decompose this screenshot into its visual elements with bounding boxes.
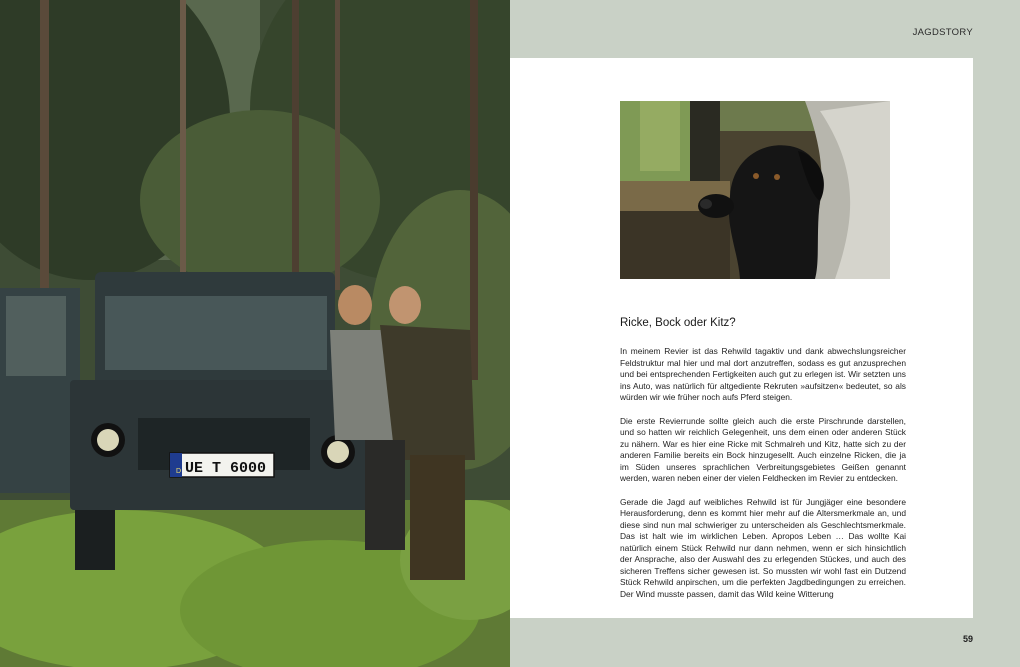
article-paragraph-2: Die erste Revierrunde sollte gleich auch die erste Pirschrunde darstellen, und so hatten wir reichlich Gelegenheit, uns dem einen oder anderen Stück zu nähern. War es hier eine Ricke mit Schmalreh und Kitz, hatte sich zu der anderen Familie bereits ein Bock hinzugesellt. Auch einzelne Ricken, die ja im Süden unseres sprachlichen Verbreitungsgebietes Geißen genannt werden, waren neben einer der vielen Feldhecken im Revier zu entdecken. bbox=[620, 415, 906, 483]
page-number: 59 bbox=[962, 634, 973, 644]
black-labrador-photo bbox=[620, 101, 890, 279]
license-plate-text: UE T 6000 bbox=[185, 460, 267, 477]
right-page bbox=[510, 0, 1020, 667]
section-label: JAGDSTORY bbox=[912, 27, 973, 38]
article-paragraph-3: Gerade die Jagd auf weibliches Rehwild ist für Jungjäger eine besondere Herausforderung, denn es kommt hier mehr auf die Altersmerkmale an, und diese sind nun mal schwieriger zu unterscheiden als Geschlechtsmerkmale. Das ist halt wie im wirklichen Leben. Apropos Leben … Das wollte Kai natürlich einem Stück Rehwild nur dann nehmen, wenn er sich hinsichtlich der Ansprache, also der Auswahl des zu erlegenden Stückes, und auch des sicheren Treffens sicher gewesen ist. So mussten wir wohl fast ein Dutzend Stück Rehwild anpirschen, um die perfekten Jagdbedingungen zu erreichen. Der Wind musste passen, damit das Wild keine Witterung bbox=[620, 496, 906, 599]
article-paragraph-1: In meinem Revier ist das Rehwild tagaktiv und dank abwechslungsreicher Feldstruktur mal hier und mal dort anzutreffen, sodass es gut anzusprechen und bei entsprechenden Fertigkeiten auch gut zu erlegen ist. Wir setzten uns ins Auto, was natürlich für altgediente Rekruten »aufsitzen« bedeutet, so als würden wir wie früher noch aufs Pferd steigen. bbox=[620, 346, 906, 402]
article bbox=[620, 317, 906, 612]
dog-scene bbox=[620, 101, 890, 279]
plate-country-code: D bbox=[176, 468, 182, 475]
article-heading: Ricke, Bock oder Kitz? bbox=[620, 317, 736, 329]
content-card bbox=[510, 58, 973, 618]
